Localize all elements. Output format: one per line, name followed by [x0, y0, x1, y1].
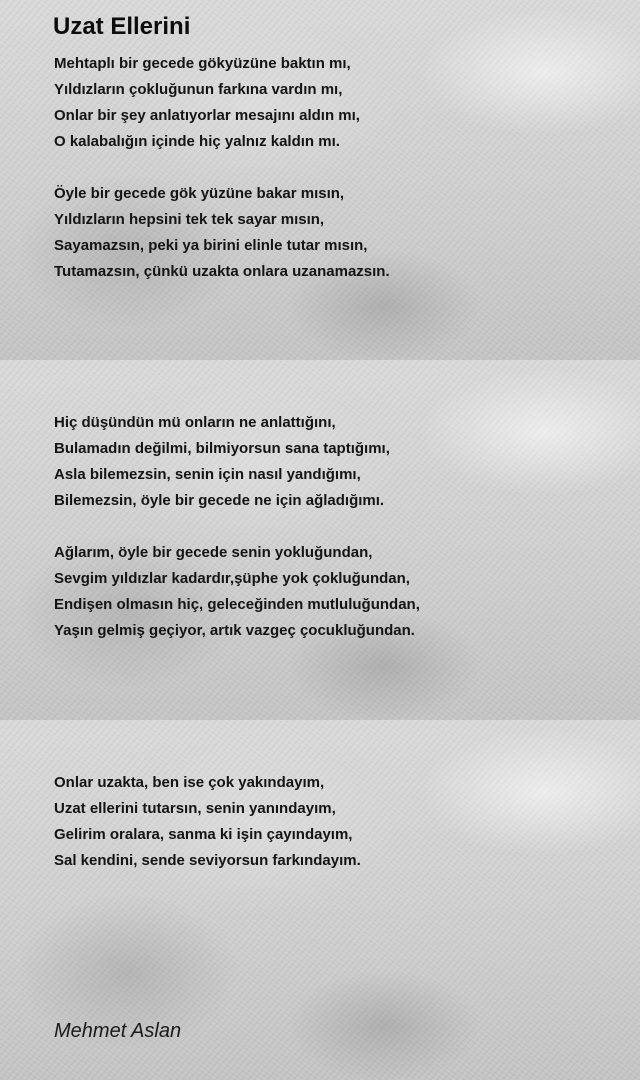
stanza-1 — [54, 51, 360, 155]
poem-line: Yaşın gelmiş geçiyor, artık vazgeç çocukluğundan. — [54, 622, 415, 639]
poem-line: Sayamazsın, peki ya birini elinle tutar mısın, — [54, 237, 368, 254]
poem-card-1 — [0, 0, 640, 360]
poem-line: Sal kendini, sende seviyorsun farkındayım. — [54, 852, 361, 869]
poem-line: Uzat ellerini tutarsın, senin yanındayım, — [54, 800, 336, 817]
stanza-4 — [54, 540, 420, 644]
poem-line: Bilemezsin, öyle bir gecede ne için ağladığımı. — [54, 492, 385, 509]
poem-line: Yıldızların çokluğunun farkına vardın mı, — [54, 81, 343, 98]
poem-line: Ağlarım, öyle bir gecede senin yokluğundan, — [54, 544, 373, 561]
poem-line: Onlar uzakta, ben ise çok yakındayım, — [54, 774, 325, 791]
poem-line: Tutamazsın, çünkü uzakta onlara uzanamazsın. — [54, 263, 390, 280]
poem-line: Hiç düşündün mü onların ne anlattığını, — [54, 414, 336, 431]
poem-line: Onlar bir şey anlatıyorlar mesajını aldın mı, — [54, 107, 360, 124]
stanza-2 — [54, 181, 390, 285]
poem-line: Asla bilemezsin, senin için nasıl yandığımı, — [54, 466, 361, 483]
poem-line: Bulamadın değilmi, bilmiyorsun sana taptığımı, — [54, 440, 390, 457]
poem-title: Uzat Ellerini — [53, 13, 191, 40]
poem-line: Endişen olmasın hiç, geleceğinden mutluluğundan, — [54, 596, 420, 613]
poem-line: Öyle bir gecede gök yüzüne bakar mısın, — [54, 185, 345, 202]
poem-card-2 — [0, 360, 640, 720]
stanza-5 — [54, 770, 361, 874]
stanza-3 — [54, 410, 390, 514]
poem-line: Mehtaplı bir gecede gökyüzüne baktın mı, — [54, 55, 351, 72]
poem-line: Yıldızların hepsini tek tek sayar mısın, — [54, 211, 325, 228]
poem-line: Sevgim yıldızlar kadardır,şüphe yok çokluğundan, — [54, 570, 410, 587]
poem-author: Mehmet Aslan — [54, 1020, 182, 1042]
poem-card-3 — [0, 720, 640, 1080]
poem-line: O kalabalığın içinde hiç yalnız kaldın mı. — [54, 133, 340, 150]
poem-line: Gelirim oralara, sanma ki işin çayındayım, — [54, 826, 353, 843]
